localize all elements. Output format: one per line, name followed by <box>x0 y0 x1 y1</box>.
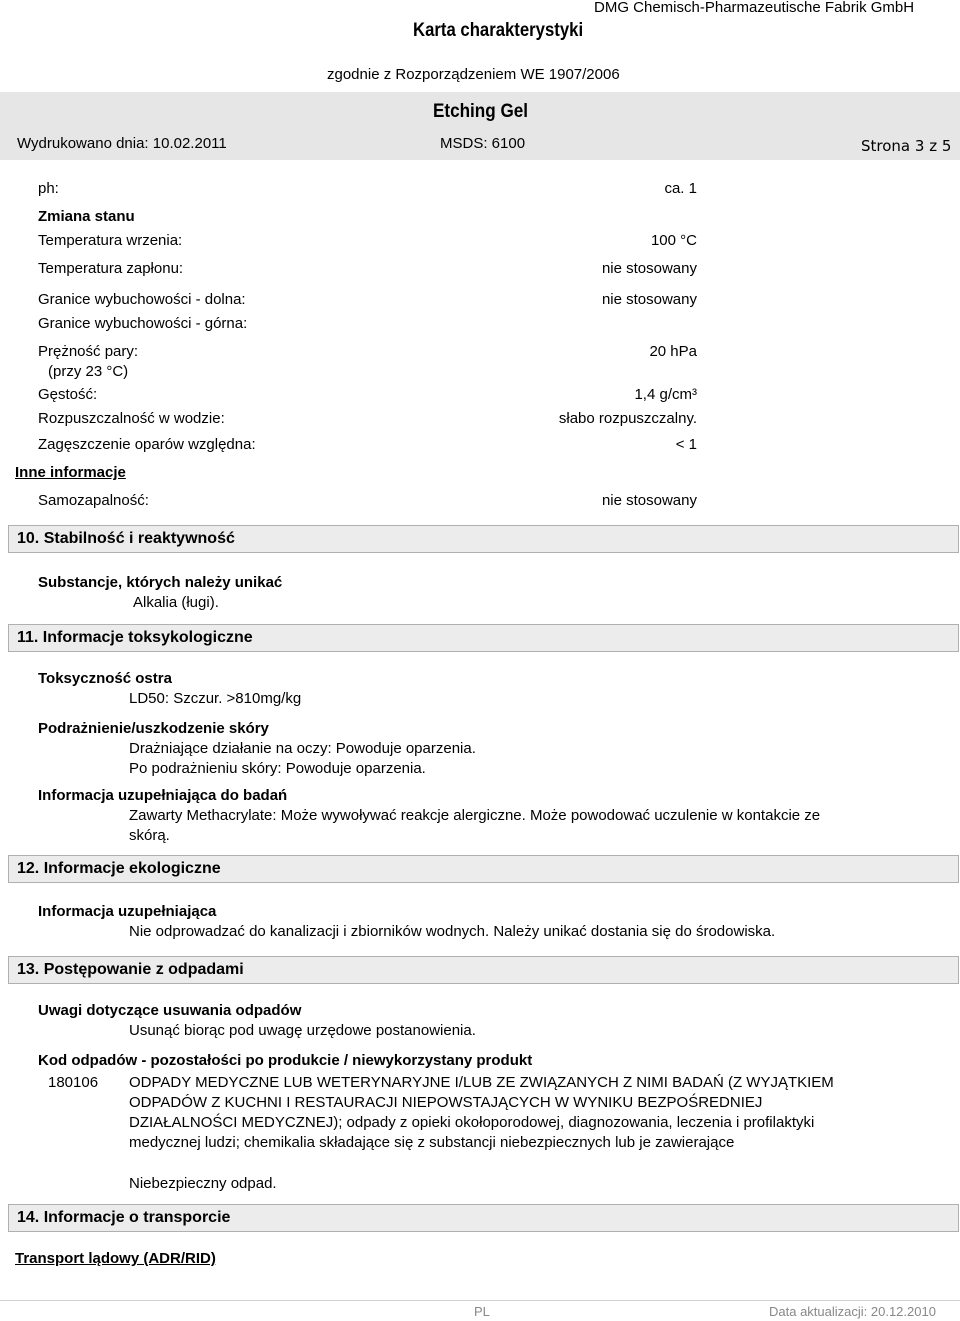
boiling-point-label: Temperatura wrzenia: <box>38 232 183 249</box>
vapor-pressure-condition: (przy 23 °C) <box>48 363 129 380</box>
section-12-bar <box>8 855 959 883</box>
avoid-substances-heading: Substancje, których należy unikać <box>38 574 283 591</box>
waste-code: 180106 <box>48 1074 99 1091</box>
eco-info-text: Nie odprowadzać do kanalizacji i zbiorników wodnych. Należy unikać dostania się do środowiska. <box>129 923 776 940</box>
footer-language: PL <box>474 1304 490 1319</box>
autoignition-label: Samozapalność: <box>38 492 149 509</box>
solubility-label: Rozpuszczalność w wodzie: <box>38 410 225 427</box>
acute-toxicity-heading: Toksyczność ostra <box>38 670 172 687</box>
flash-point-label: Temperatura zapłonu: <box>38 260 184 277</box>
autoignition-value: nie stosowany <box>601 492 697 509</box>
regulation-reference: zgodnie z Rozporządzeniem WE 1907/2006 <box>327 66 620 83</box>
ph-value: ca. 1 <box>664 180 697 197</box>
explosion-lower-value: nie stosowany <box>601 291 697 308</box>
acute-toxicity-text: LD50: Szczur. >810mg/kg <box>129 690 302 707</box>
section-12-title: 12. Informacje ekologiczne <box>17 860 221 877</box>
company-name: DMG Chemisch-Pharmazeutische Fabrik GmbH <box>594 0 915 16</box>
land-transport-heading: Transport lądowy (ADR/RID) <box>15 1250 216 1267</box>
explosion-lower-label: Granice wybuchowości - dolna: <box>38 291 246 308</box>
section-10-title: 10. Stabilność i reaktywność <box>17 530 235 547</box>
flash-point-value: nie stosowany <box>601 260 697 277</box>
vapor-pressure-value: 20 hPa <box>649 343 697 360</box>
density-label: Gęstość: <box>38 386 98 403</box>
boiling-point-value: 100 °C <box>650 232 697 249</box>
section-14-bar <box>8 1204 959 1232</box>
waste-code-heading: Kod odpadów - pozostałości po produkcie / niewykorzystany produkt <box>38 1052 533 1069</box>
hazardous-waste-text: Niebezpieczny odpad. <box>129 1175 277 1192</box>
eco-info-heading: Informacja uzupełniająca <box>38 903 217 920</box>
density-value: 1,4 g/cm³ <box>634 386 697 403</box>
vapor-pressure-label: Prężność pary: <box>38 343 139 360</box>
avoid-substances-text: Alkalia (ługi). <box>133 594 219 611</box>
section-11-title: 11. Informacje toksykologiczne <box>17 629 253 646</box>
product-name: Etching Gel <box>433 101 529 122</box>
section-11-bar <box>8 624 959 652</box>
additional-info-text: Zawarty Methacrylate: Może wywoływać reakcje alergiczne. Może powodować uczulenie w kontakcie ze skórą. <box>129 807 821 844</box>
vapor-density-value: < 1 <box>675 436 697 453</box>
explosion-upper-label: Granice wybuchowości - górna: <box>38 315 248 332</box>
vapor-density-label: Zagęszczenie oparów względna: <box>38 436 256 453</box>
section-14-title: 14. Informacje o transporcie <box>17 1209 231 1226</box>
print-date: Wydrukowano dnia: 10.02.2011 <box>17 135 227 152</box>
ph-label: ph: <box>38 180 59 197</box>
footer-divider <box>0 1300 960 1301</box>
section-13-bar <box>8 956 959 984</box>
skin-irritation-text: Po podrażnieniu skóry: Powoduje oparzenia. <box>129 760 426 777</box>
waste-code-description: ODPADY MEDYCZNE LUB WETERYNARYJNE I/LUB ZE ZWIĄZANYCH Z NIMI BADAŃ (Z WYJĄTKIEM ODPADÓW Z KUCHNI I RESTAURACJI NIEPOWSTAJĄCYCH W WYNIKU BEZPOŚREDNIEJ DZIAŁALNOŚCI MEDYCZNEJ); odpady z opieki okołoporodowej, diagnozowania, leczenia i profilaktyki medycznej ludzi; chemikalia składające się z substancji niebezpiecznych lub je zawierające <box>129 1074 834 1151</box>
document-title: Karta charakterystyki <box>413 20 584 41</box>
page-number: Strona 3 z 5 <box>861 137 952 155</box>
additional-info-heading: Informacja uzupełniająca do badań <box>38 787 288 804</box>
skin-irritation-heading: Podrażnienie/uszkodzenie skóry <box>38 720 269 737</box>
disposal-remarks-heading: Uwagi dotyczące usuwania odpadów <box>38 1002 302 1019</box>
section-10-bar <box>8 525 959 553</box>
solubility-value: słabo rozpuszczalny. <box>558 410 697 427</box>
other-info-heading: Inne informacje <box>15 464 126 481</box>
section-13-title: 13. Postępowanie z odpadami <box>17 961 244 978</box>
disposal-remarks-text: Usunąć biorąc pod uwagę urzędowe postanowienia. <box>129 1022 476 1039</box>
eye-irritation-text: Drażniające działanie na oczy: Powoduje oparzenia. <box>129 740 476 757</box>
state-change-heading: Zmiana stanu <box>38 208 135 225</box>
footer-update-date: Data aktualizacji: 20.12.2010 <box>769 1304 936 1319</box>
msds-number: MSDS: 6100 <box>440 135 526 152</box>
